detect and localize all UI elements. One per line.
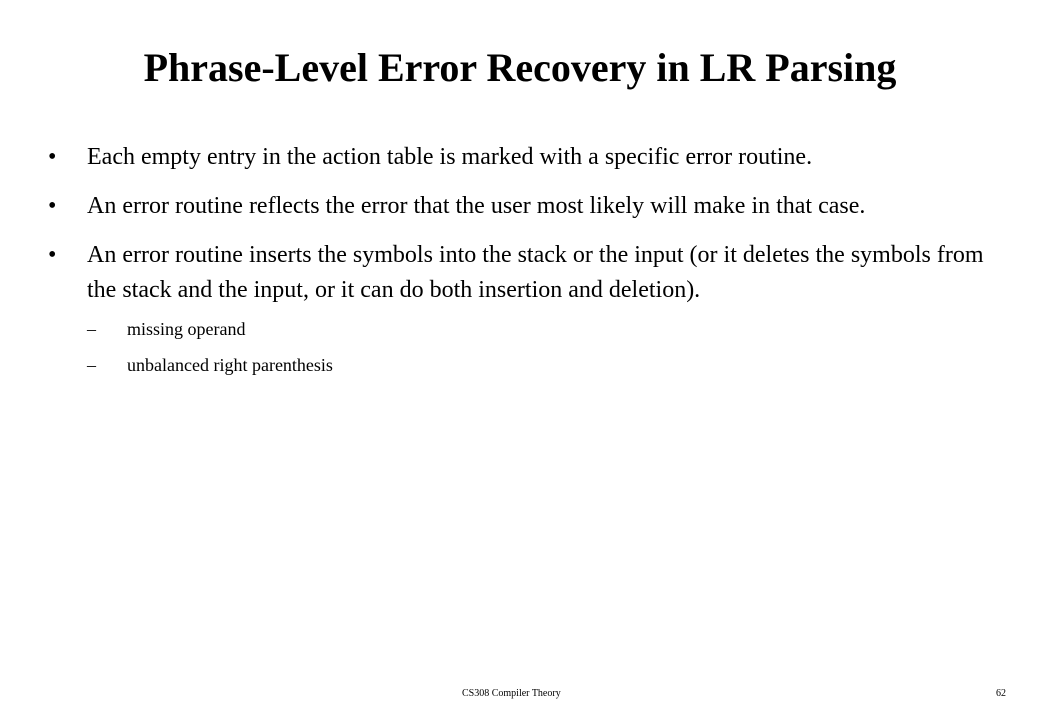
- sub-bullet-item: [87, 352, 1018, 378]
- bullet-icon: •: [48, 193, 57, 219]
- sub-bullet-item: [87, 316, 1018, 342]
- sub-bullet-text: unbalanced right parenthesis: [127, 355, 333, 375]
- bullet-item: [48, 238, 1018, 378]
- sub-bullet-text: missing operand: [127, 319, 246, 339]
- bullet-text: Each empty entry in the action table is marked with a specific error routine.: [87, 144, 813, 170]
- bullet-list: [48, 140, 1018, 392]
- footer-page-number: 62: [996, 688, 1006, 699]
- sub-bullet-list: [87, 316, 1018, 378]
- dash-icon: –: [87, 355, 96, 375]
- footer-course-name: CS308 Compiler Theory: [462, 688, 561, 699]
- bullet-icon: •: [48, 144, 57, 170]
- bullet-text: An error routine reflects the error that the user most likely will make in that case.: [87, 193, 866, 219]
- bullet-item: [48, 189, 1018, 224]
- dash-icon: –: [87, 319, 96, 339]
- bullet-item: [48, 140, 1018, 175]
- bullet-text: An error routine inserts the symbols into the stack or the input (or it deletes the symbols from the stack and the input, or it can do both insertion and deletion).: [87, 242, 984, 303]
- slide-title: Phrase-Level Error Recovery in LR Parsing: [143, 45, 897, 90]
- bullet-icon: •: [48, 242, 57, 268]
